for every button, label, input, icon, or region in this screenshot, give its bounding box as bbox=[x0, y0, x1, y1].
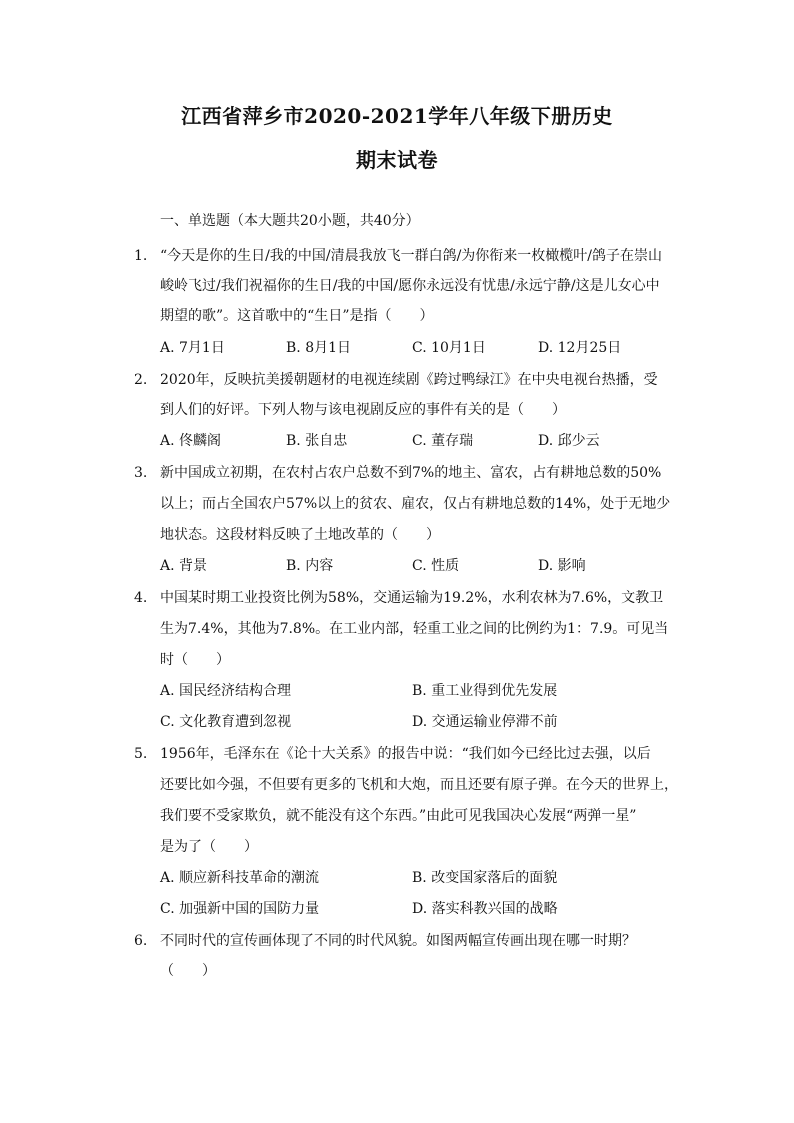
option-d[interactable]: D. 影响 bbox=[538, 558, 586, 574]
option-c[interactable]: C. 文化教育遭到忽视 bbox=[160, 714, 292, 730]
question-text-line: 1956年，毛泽东在《论十大关系》的报告中说：“我们如今已经比过去强，以后 bbox=[160, 746, 651, 762]
question-number: 4. bbox=[134, 590, 148, 606]
exam-title-line2: 期末试卷 bbox=[356, 148, 438, 172]
option-d[interactable]: D. 邱少云 bbox=[538, 433, 600, 449]
question-text-line: 峻岭飞过/我们祝福你的生日/我的中国/愿你永远没有忧患/永远宁静/这是儿女心中 bbox=[160, 278, 660, 294]
question-text-line: 期望的歌”。这首歌中的“生日”是指（ ） bbox=[160, 308, 434, 324]
question-text-line: 以上；而占全国农户57%以上的贫农、雇农，仅占有耕地总数的14%，处于无地少 bbox=[160, 496, 671, 512]
option-a[interactable]: A. 国民经济结构合理 bbox=[160, 683, 292, 699]
option-b[interactable]: B. 改变国家落后的面貌 bbox=[412, 870, 558, 886]
question-text-line: “今天是你的生日/我的中国/清晨我放飞一群白鸽/为你衔来一枚橄榄叶/鸽子在崇山 bbox=[160, 248, 663, 264]
option-b[interactable]: B. 8月1日 bbox=[286, 340, 352, 356]
question-number: 1. bbox=[134, 248, 148, 264]
option-d[interactable]: D. 落实科教兴国的战略 bbox=[412, 901, 558, 917]
question-number: 3. bbox=[134, 465, 148, 481]
question-number: 6. bbox=[134, 933, 148, 949]
option-c[interactable]: C. 董存瑞 bbox=[412, 433, 474, 449]
question-text-line: 是为了（ ） bbox=[160, 839, 258, 855]
option-d[interactable]: D. 12月25日 bbox=[538, 340, 622, 356]
question-text-line: 到人们的好评。下列人物与该电视剧反应的事件有关的是（ ） bbox=[160, 402, 566, 418]
option-b[interactable]: B. 张自忠 bbox=[286, 433, 348, 449]
question-text-line: 中国某时期工业投资比例为58%，交通运输为19.2%，水利农林为7.6%，文教卫 bbox=[160, 590, 664, 606]
exam-title-line1: 江西省萍乡市2020-2021学年八年级下册历史 bbox=[181, 104, 613, 128]
question-text-line: 不同时代的宣传画体现了不同的时代风貌。如图两幅宣传画出现在哪一时期？ bbox=[160, 933, 636, 949]
option-a[interactable]: A. 背景 bbox=[160, 558, 208, 574]
option-c[interactable]: C. 加强新中国的国防力量 bbox=[160, 901, 320, 917]
option-b[interactable]: B. 重工业得到优先发展 bbox=[412, 683, 558, 699]
question-text-line: 2020年，反映抗美援朝题材的电视连续剧《跨过鸭绿江》在中央电视台热播，受 bbox=[160, 372, 658, 388]
question-text-line: 我们要不受家欺负，就不能没有这个东西。”由此可见我国决心发展“两弹一星” bbox=[160, 808, 637, 824]
question-text-line: （ ） bbox=[160, 963, 216, 979]
option-b[interactable]: B. 内容 bbox=[286, 558, 334, 574]
question-number: 5. bbox=[134, 746, 148, 762]
question-text-line: 时（ ） bbox=[160, 652, 230, 668]
option-a[interactable]: A. 7月1日 bbox=[160, 340, 225, 356]
question-text-line: 生为7.4%，其他为7.8%。在工业内部，轻重工业之间的比例约为1：7.9。可见当 bbox=[160, 621, 669, 637]
section-heading: 一、单选题（本大题共20小题，共40分） bbox=[160, 213, 420, 229]
question-number: 2. bbox=[134, 372, 148, 388]
option-a[interactable]: A. 佟麟阁 bbox=[160, 433, 222, 449]
question-text-line: 新中国成立初期，在农村占农户总数不到7%的地主、富农，占有耕地总数的50% bbox=[160, 465, 662, 481]
option-c[interactable]: C. 性质 bbox=[412, 558, 460, 574]
option-c[interactable]: C. 10月1日 bbox=[412, 340, 486, 356]
option-d[interactable]: D. 交通运输业停滞不前 bbox=[412, 714, 558, 730]
question-text-line: 地状态。这段材料反映了土地改革的（ ） bbox=[160, 527, 440, 543]
option-a[interactable]: A. 顺应新科技革命的潮流 bbox=[160, 870, 320, 886]
question-text-line: 还要比如今强，不但要有更多的飞机和大炮，而且还要有原子弹。在今天的世界上， bbox=[160, 777, 678, 793]
